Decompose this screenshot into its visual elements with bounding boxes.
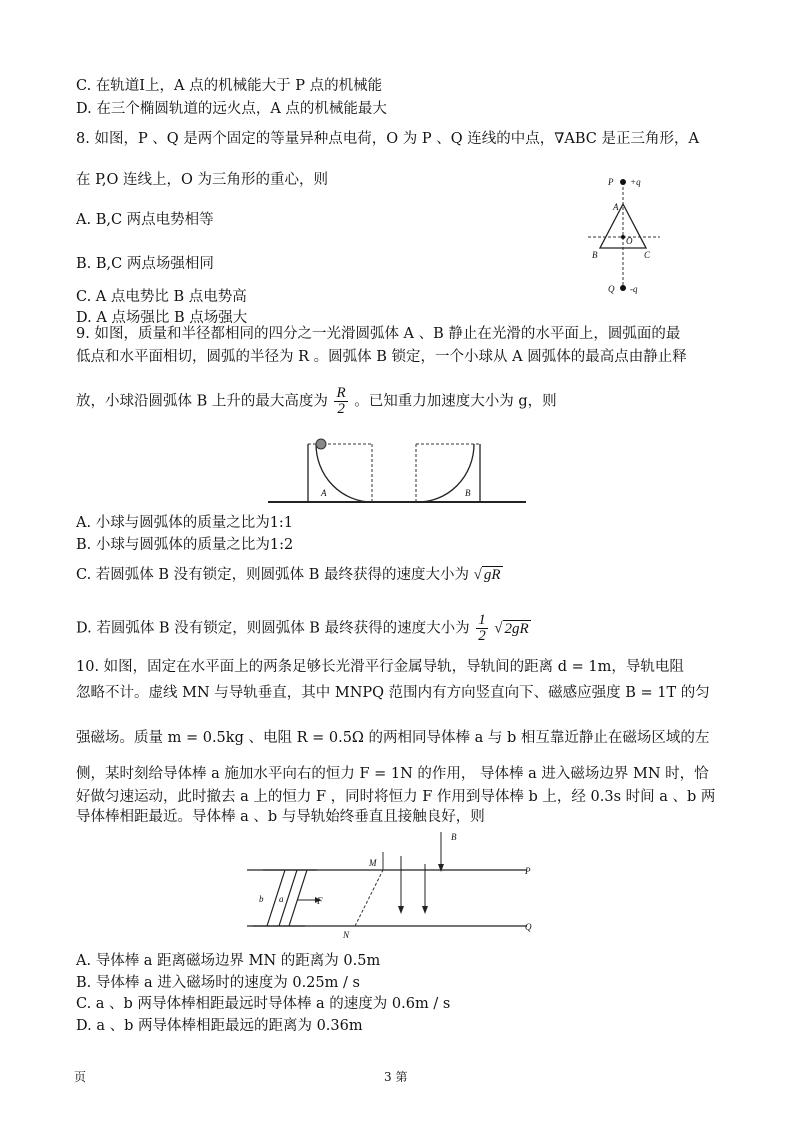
q8-stem-line2: 在 P,O 连线上，O 为三角形的重心，则	[76, 172, 329, 188]
q8-fig-label-p: P	[608, 177, 614, 187]
q10-fig-label-f: F	[317, 896, 323, 906]
q8-stem-line1: 8. 如图，P 、Q 是两个固定的等量异种点电荷，O 为 P 、Q 连线的中点，∇ABC 是正三角形，A	[76, 131, 699, 147]
q9-stem-line1: 9. 如图，质量和半径都相同的四分之一光滑圆弧体 A 、B 静止在光滑的水平面上，圆弧面的最	[76, 326, 681, 342]
footer-left: 页	[74, 1070, 87, 1084]
q10-option-d: D. a 、b 两导体棒相距最远的距离为 0.36m	[76, 1018, 363, 1034]
q10-stem-line3: 强磁场。质量 m = 0.5kg 、电阻 R = 0.5Ω 的两相同导体棒 a 与 b 相互靠近静止在磁场区域的左	[76, 730, 710, 746]
q9-stem-line3-text: 放，小球沿圆弧体 B 上升的最大高度为	[76, 393, 328, 410]
q9-option-d-fraction	[476, 613, 488, 644]
q8-fig-label-c: C	[644, 250, 651, 260]
q8-fig-label-plus-q: +q	[630, 177, 641, 187]
q8-fig-label-o: O	[626, 236, 633, 246]
q10-stem-line5: 好做匀速运动，此时撤去 a 上的恒力 F ，同时将恒力 F 作用到导体棒 b 上，经 0.3s 时间 a 、b 两	[76, 789, 716, 805]
q10-stem-line1: 10. 如图，固定在水平面上的两条足够长光滑平行金属导轨，导轨间的距离 d = 1m，导轨电阻	[76, 659, 684, 675]
q9-option-d-numerator: 1	[478, 612, 486, 628]
q10-stem-line2: 忽略不计。虚线 MN 与导轨垂直，其中 MNPQ 范围内有方向竖直向下、磁感应强度 B = 1T 的匀	[76, 685, 710, 701]
q10-option-c: C. a 、b 两导体棒相距最远时导体棒 a 的速度为 0.6m / s	[76, 996, 451, 1012]
q10-fig-label-b-bar: b	[259, 894, 264, 904]
q8-fig-label-a: A	[613, 202, 619, 212]
q9-option-a: A. 小球与圆弧体的质量之比为1:1	[76, 515, 294, 531]
q9-option-d	[76, 613, 531, 644]
q9-option-c-text: C. 若圆弧体 B 没有锁定，则圆弧体 B 最终获得的速度大小为	[76, 567, 470, 583]
q9-option-c	[76, 565, 503, 585]
q8-fig-label-b: B	[592, 250, 598, 260]
q9-option-d-denominator: 2	[478, 628, 486, 644]
q10-fig-label-q: Q	[525, 922, 532, 932]
q9-option-c-radicand: gR	[483, 567, 501, 583]
q9-option-d-radicand: 2gR	[504, 620, 529, 637]
q9-fig-label-b: B	[465, 488, 471, 498]
q9-option-d-sqrt: √ 2gR	[494, 620, 529, 637]
q10-stem-line4: 侧，某时刻给导体棒 a 施加水平向右的恒力 F = 1N 的作用， 导体棒 a 进入磁场边界 MN 时，恰	[76, 766, 709, 782]
q8-option-d: D. A 点场强比 B 点场强大	[76, 310, 248, 326]
q10-fig-label-m: M	[369, 858, 377, 868]
q8-option-b: B. B,C 两点场强相同	[76, 256, 214, 272]
q9-option-c-sqrt: √ gR	[473, 567, 501, 583]
q9-stem-line2: 低点和水平面相切，圆弧的半径为 R 。圆弧体 B 锁定，一个小球从 A 圆弧体的最高点由静止释	[76, 349, 687, 365]
q9-height-fraction	[334, 386, 347, 417]
q8-fig-label-minus-q: -q	[630, 284, 638, 294]
footer-page-number: 3 第	[384, 1070, 408, 1084]
q9-fraction-denominator: 2	[337, 401, 345, 417]
q10-option-b: B. 导体棒 a 进入磁场时的速度为 0.25m / s	[76, 975, 360, 991]
q9-stem-line3	[76, 386, 557, 417]
q9-option-b: B. 小球与圆弧体的质量之比为1:2	[76, 537, 294, 553]
q10-option-a: A. 导体棒 a 距离磁场边界 MN 的距离为 0.5m	[76, 953, 381, 969]
q9-option-d-text: D. 若圆弧体 B 没有锁定，则圆弧体 B 最终获得的速度大小为	[76, 620, 470, 637]
q9-fig-label-a: A	[321, 488, 327, 498]
q10-figure-rails-field	[245, 826, 545, 944]
q8-option-a: A. B,C 两点电势相等	[76, 212, 214, 228]
q10-fig-label-p: P	[525, 866, 531, 876]
q10-fig-label-b-field: B	[451, 832, 457, 842]
q8-option-c: C. A 点电势比 B 点电势高	[76, 289, 247, 305]
q8-fig-label-q: Q	[608, 284, 615, 294]
q10-stem-line6: 导体棒相距最近。导体棒 a 、b 与导轨始终垂直且接触良好，则	[76, 809, 485, 825]
q8-figure-charges-triangle	[580, 170, 670, 300]
q9-figure-arc-bodies	[268, 436, 528, 511]
q7-option-c: C. 在轨道Ⅰ上，A 点的机械能大于 P 点的机械能	[76, 78, 383, 94]
q9-fraction-numerator: R	[336, 385, 346, 401]
q10-fig-label-n: N	[343, 930, 350, 940]
q9-stem-line3-tail: 。已知重力加速度大小为 g，则	[354, 393, 557, 410]
q10-fig-label-a-bar: a	[279, 894, 284, 904]
q7-option-d: D. 在三个椭圆轨道的远火点，A 点的机械能最大	[76, 101, 387, 117]
